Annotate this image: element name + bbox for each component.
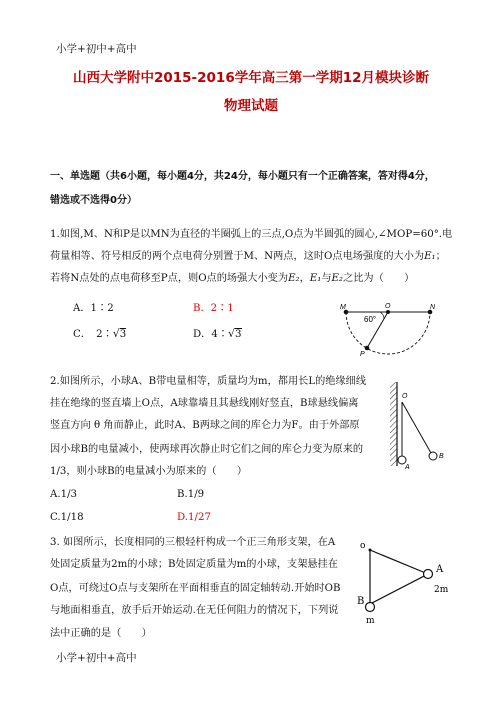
triangle-frame <box>370 550 428 604</box>
ball-b <box>366 603 375 612</box>
label-p: P <box>360 351 365 358</box>
label-b-mass: m <box>366 616 375 626</box>
q2-figure <box>388 378 450 470</box>
label-angle: 60° <box>364 315 377 324</box>
q1-line3: 若将N点处的点电荷移至P点，则O点的场强大小变为E₂，E₁与E₂之比为（ ） <box>50 273 415 284</box>
q2-option-c: C.1/18 <box>50 512 84 523</box>
label-o: O <box>402 393 408 400</box>
q3-line3: O点，可绕过O点与支架所在平面相垂直的固定轴转动.开始时OB <box>50 583 341 594</box>
ball-a <box>398 456 406 464</box>
q2-line2: 挂在绝缘的竖直墙上O点，A球靠墙且其悬线刚好竖直，B球悬线偏离 <box>50 398 359 409</box>
page-header: 小学+初中+高中 <box>56 43 137 55</box>
thread-b <box>402 402 431 453</box>
q1-option-a: A．1∶2 <box>73 303 114 314</box>
pivot-o <box>369 549 372 552</box>
q2-line5: 1/3，则小球B的电量减小为原来的（ ） <box>50 466 248 477</box>
label-a-mass: 2m <box>434 585 449 595</box>
section-heading-line1: 一、单选题（共6小题，每小题4分，共24分，每小题只有一个正确答案，答对得4分， <box>50 171 435 182</box>
label-b: B <box>357 596 365 607</box>
ball-b <box>429 452 437 460</box>
q2-option-d: D.1/27 <box>177 512 211 523</box>
q3-line1: 3. 如图所示，长度相同的三根轻杆构成一个正三角形支架，在A <box>50 537 336 548</box>
label-b: B <box>439 453 444 460</box>
exam-subtitle: 物理试题 <box>224 98 278 114</box>
q1-option-d: D．4∶√3 <box>193 327 242 340</box>
angle-arc <box>380 312 384 319</box>
q2-line3: 竖直方向 θ 角而静止，此时A、B两球之间的库仑力为F。由于外部原 <box>50 420 360 431</box>
q3-line5: 法中正确的是（ ） <box>50 628 152 639</box>
label-o: O <box>385 303 391 310</box>
q1-line1: 1.如图,M、N和P是以MN为直径的半圈弧上的三点,O点为半圆弧的圆心,∠MOP=60°.电 <box>50 229 453 240</box>
q3-figure <box>356 534 452 646</box>
label-m: M <box>340 304 346 311</box>
exam-title: 山西大学附中2015-2016学年高三第一学期12月模块诊断 <box>72 70 430 86</box>
section-heading-line2: 错选或不选得0分） <box>50 195 137 206</box>
wall-hatching <box>390 382 397 466</box>
ball-a <box>424 570 433 579</box>
q1-option-c: C． 2∶√3 <box>73 327 127 340</box>
q2-option-b: B.1/9 <box>177 489 205 500</box>
label-a: A <box>436 564 444 575</box>
q2-line1: 2.如图所示，小球A、B带电量相等，质量均为m，都用长L的绝缘细线 <box>50 376 367 387</box>
label-o: o <box>360 541 366 551</box>
point-p <box>365 346 370 351</box>
q2-line4: 因小球B的电量减小，使两球再次静止时它们之间的库仑力变为原来的 <box>50 444 364 455</box>
q1-figure <box>336 298 448 360</box>
q3-line2: 处固定质量为2m的小球；B处固定质量为m的小球，支架悬挂在 <box>50 559 338 570</box>
label-n: N <box>430 304 436 311</box>
q1-line2: 荷量相等、符号相反的两个点电荷分别置于M、N两点，这时O点电场强度的大小为E₁； <box>50 251 446 262</box>
q3-line4: 与地面相垂直，放手后开始运动.在无任何阻力的情况下，下列说 <box>50 605 339 616</box>
page-footer: 小学+初中+高中 <box>56 652 137 664</box>
point-o <box>386 310 390 314</box>
q1-option-b: B．2∶1 <box>193 303 234 314</box>
q2-option-a: A.1/3 <box>50 489 77 500</box>
label-a: A <box>405 464 410 470</box>
semicircle-arc <box>346 312 430 354</box>
e1-symbol: E₁ <box>424 251 436 262</box>
